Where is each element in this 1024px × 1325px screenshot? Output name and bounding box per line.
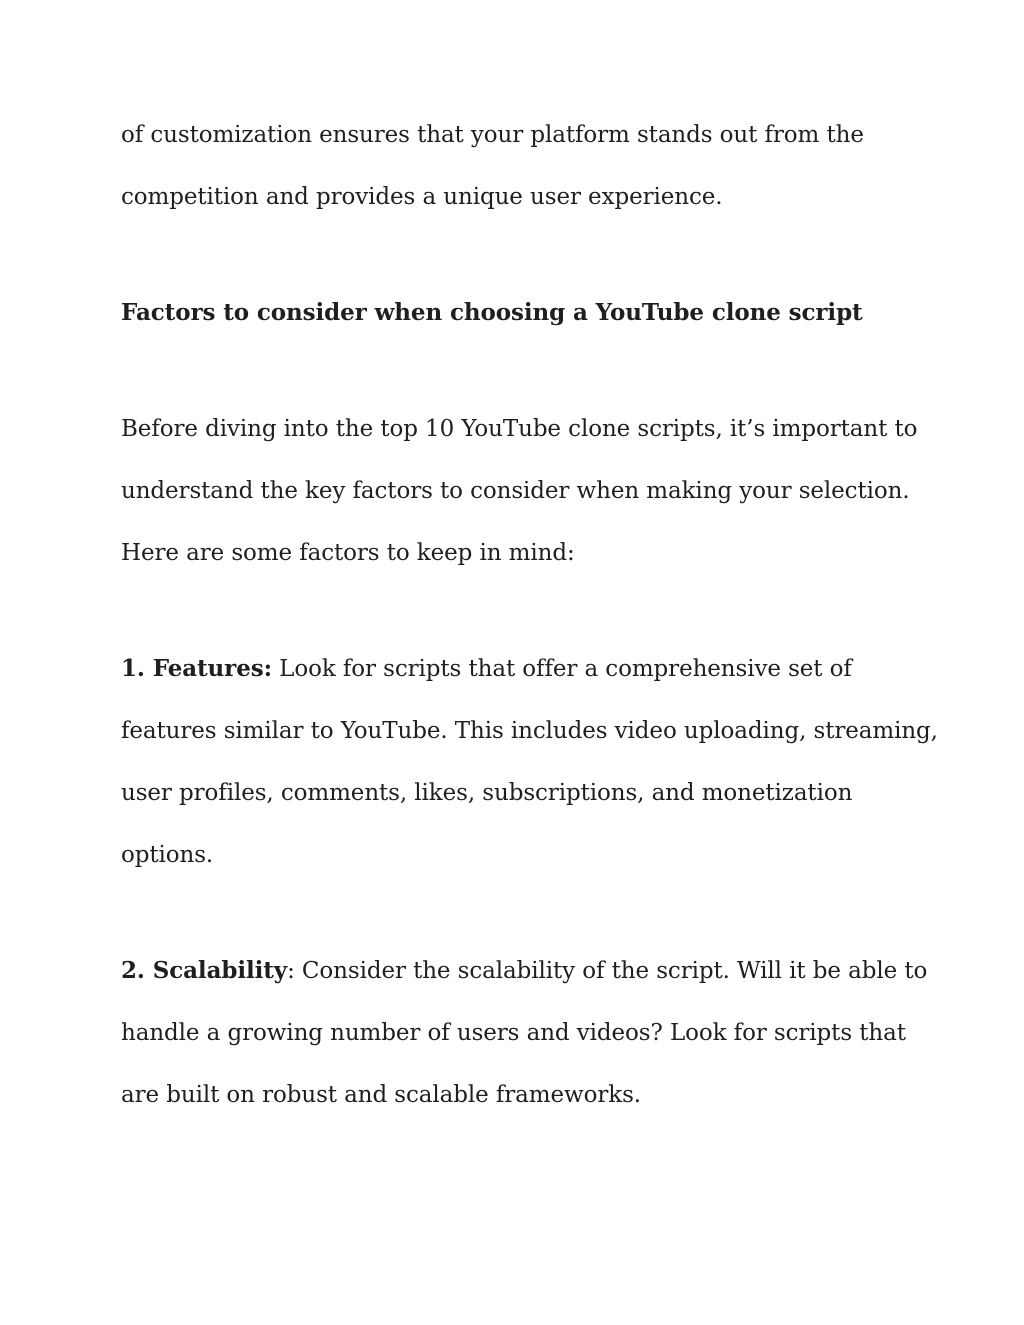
- factor-scalability-text: : Consider the scalability of the script. Will it be able to: [287, 958, 928, 984]
- paragraph-line: understand the key factors to consider when making your selection.: [121, 478, 910, 504]
- paragraph-line: handle a growing number of users and videos? Look for scripts that: [121, 1020, 906, 1046]
- paragraph-line: Here are some factors to keep in mind:: [121, 540, 575, 566]
- paragraph-line: user profiles, comments, likes, subscriptions, and monetization: [121, 780, 853, 806]
- paragraph-line: features similar to YouTube. This includes video uploading, streaming,: [121, 718, 938, 744]
- factor-scalability-line: [121, 957, 927, 985]
- paragraph-line: of customization ensures that your platform stands out from the: [121, 122, 864, 148]
- factor-features-label: 1. Features:: [121, 655, 272, 682]
- paragraph-line: options.: [121, 842, 214, 868]
- factor-features-text: Look for scripts that offer a comprehensive set of: [271, 656, 852, 682]
- paragraph-line: are built on robust and scalable frameworks.: [121, 1082, 641, 1108]
- section-heading: Factors to consider when choosing a YouTube clone script: [121, 299, 863, 326]
- factor-scalability-label: 2. Scalability: [121, 957, 288, 984]
- paragraph-line: competition and provides a unique user experience.: [121, 184, 723, 210]
- factor-features-line: [121, 655, 852, 683]
- paragraph-line: Before diving into the top 10 YouTube clone scripts, it’s important to: [121, 416, 918, 442]
